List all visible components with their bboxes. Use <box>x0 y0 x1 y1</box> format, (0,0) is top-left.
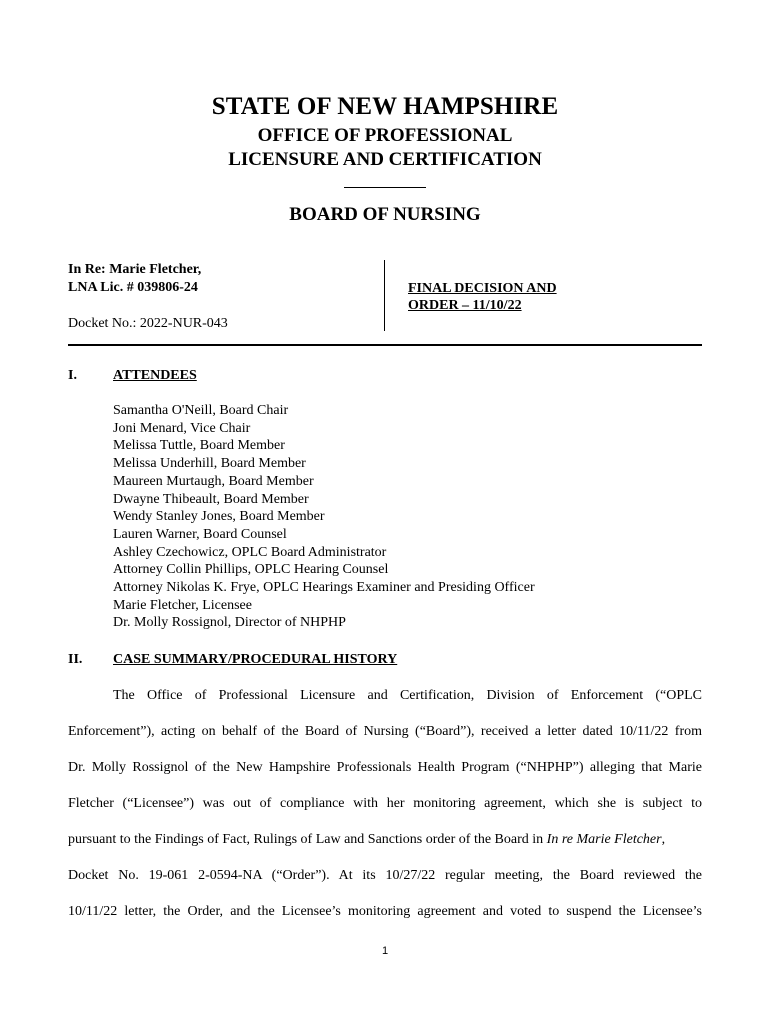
caption-rule <box>68 344 702 346</box>
attendee-item: Samantha O'Neill, Board Chair <box>113 403 289 418</box>
state-heading: STATE OF NEW HAMPSHIRE <box>211 93 559 120</box>
section1-number: I. <box>68 368 77 383</box>
in-re-line: In Re: Marie Fletcher, <box>68 262 202 277</box>
section2-title: CASE SUMMARY/PROCEDURAL HISTORY <box>113 652 398 667</box>
decision-line1: FINAL DECISION AND <box>408 281 557 296</box>
attendee-item: Melissa Tuttle, Board Member <box>113 438 285 454</box>
caption-divider <box>384 260 385 331</box>
line5-comma: , <box>661 832 666 847</box>
line5-text: pursuant to the Findings of Fact, Rulings of Law and Sanctions order of the Board in <box>68 832 547 847</box>
office-heading-line2: LICENSURE AND CERTIFICATION <box>228 149 542 170</box>
attendee-item: Lauren Warner, Board Counsel <box>113 526 287 542</box>
paragraph-line: Enforcement”), acting on behalf of the Board of Nursing (“Board”), received a letter dated 10/11/22 from <box>68 724 702 739</box>
paragraph-line: Fletcher (“Licensee”) was out of compliance with her monitoring agreement, which she is subject to <box>68 796 702 811</box>
case-name-italic: In re Marie Fletcher <box>546 832 662 847</box>
attendee-item: Attorney Nikolas K. Frye, OPLC Hearings Examiner and Presiding Officer <box>113 580 535 596</box>
attendee-item: Dr. Molly Rossignol, Director of NHPHP <box>113 615 346 631</box>
board-heading: BOARD OF NURSING <box>289 204 481 225</box>
paragraph-line: 10/11/22 letter, the Order, and the Licensee’s monitoring agreement and voted to suspend the Licensee’s <box>68 904 702 919</box>
attendee-item: Melissa Underhill, Board Member <box>113 456 306 472</box>
attendee-item: Maureen Murtaugh, Board Member <box>113 473 314 489</box>
attendee-item: Attorney Collin Phillips, OPLC Hearing Counsel <box>113 562 389 578</box>
docket-number: Docket No.: 2022-NUR-043 <box>68 316 228 331</box>
paragraph-line: Dr. Molly Rossignol of the New Hampshire Professionals Health Program (“NHPHP”) alleging that Marie <box>68 760 702 775</box>
license-line: LNA Lic. # 039806-24 <box>68 280 198 295</box>
heading-separator <box>344 187 426 188</box>
paragraph-line: The Office of Professional Licensure and Certification, Division of Enforcement (“OPLC <box>113 688 702 703</box>
attendee-item: Wendy Stanley Jones, Board Member <box>113 509 325 525</box>
attendee-item: Ashley Czechowicz, OPLC Board Administrator <box>113 544 387 560</box>
page-number: 1 <box>381 945 389 957</box>
decision-line2: ORDER – 11/10/22 <box>408 298 522 313</box>
paragraph-line: Docket No. 19-061 2-0594-NA (“Order”). At its 10/27/22 regular meeting, the Board reviewed the <box>68 868 702 883</box>
attendee-item: Dwayne Thibeault, Board Member <box>113 491 309 507</box>
section2-number: II. <box>68 652 83 667</box>
section1-title: ATTENDEES <box>113 368 197 383</box>
decision-title <box>408 280 557 314</box>
attendee-list <box>113 402 535 632</box>
case-caption <box>68 261 201 297</box>
attendee-item: Marie Fletcher, Licensee <box>113 597 252 613</box>
office-heading-line1: OFFICE OF PROFESSIONAL <box>257 125 513 146</box>
attendee-item: Joni Menard, Vice Chair <box>113 420 251 436</box>
paragraph-line <box>68 832 702 848</box>
